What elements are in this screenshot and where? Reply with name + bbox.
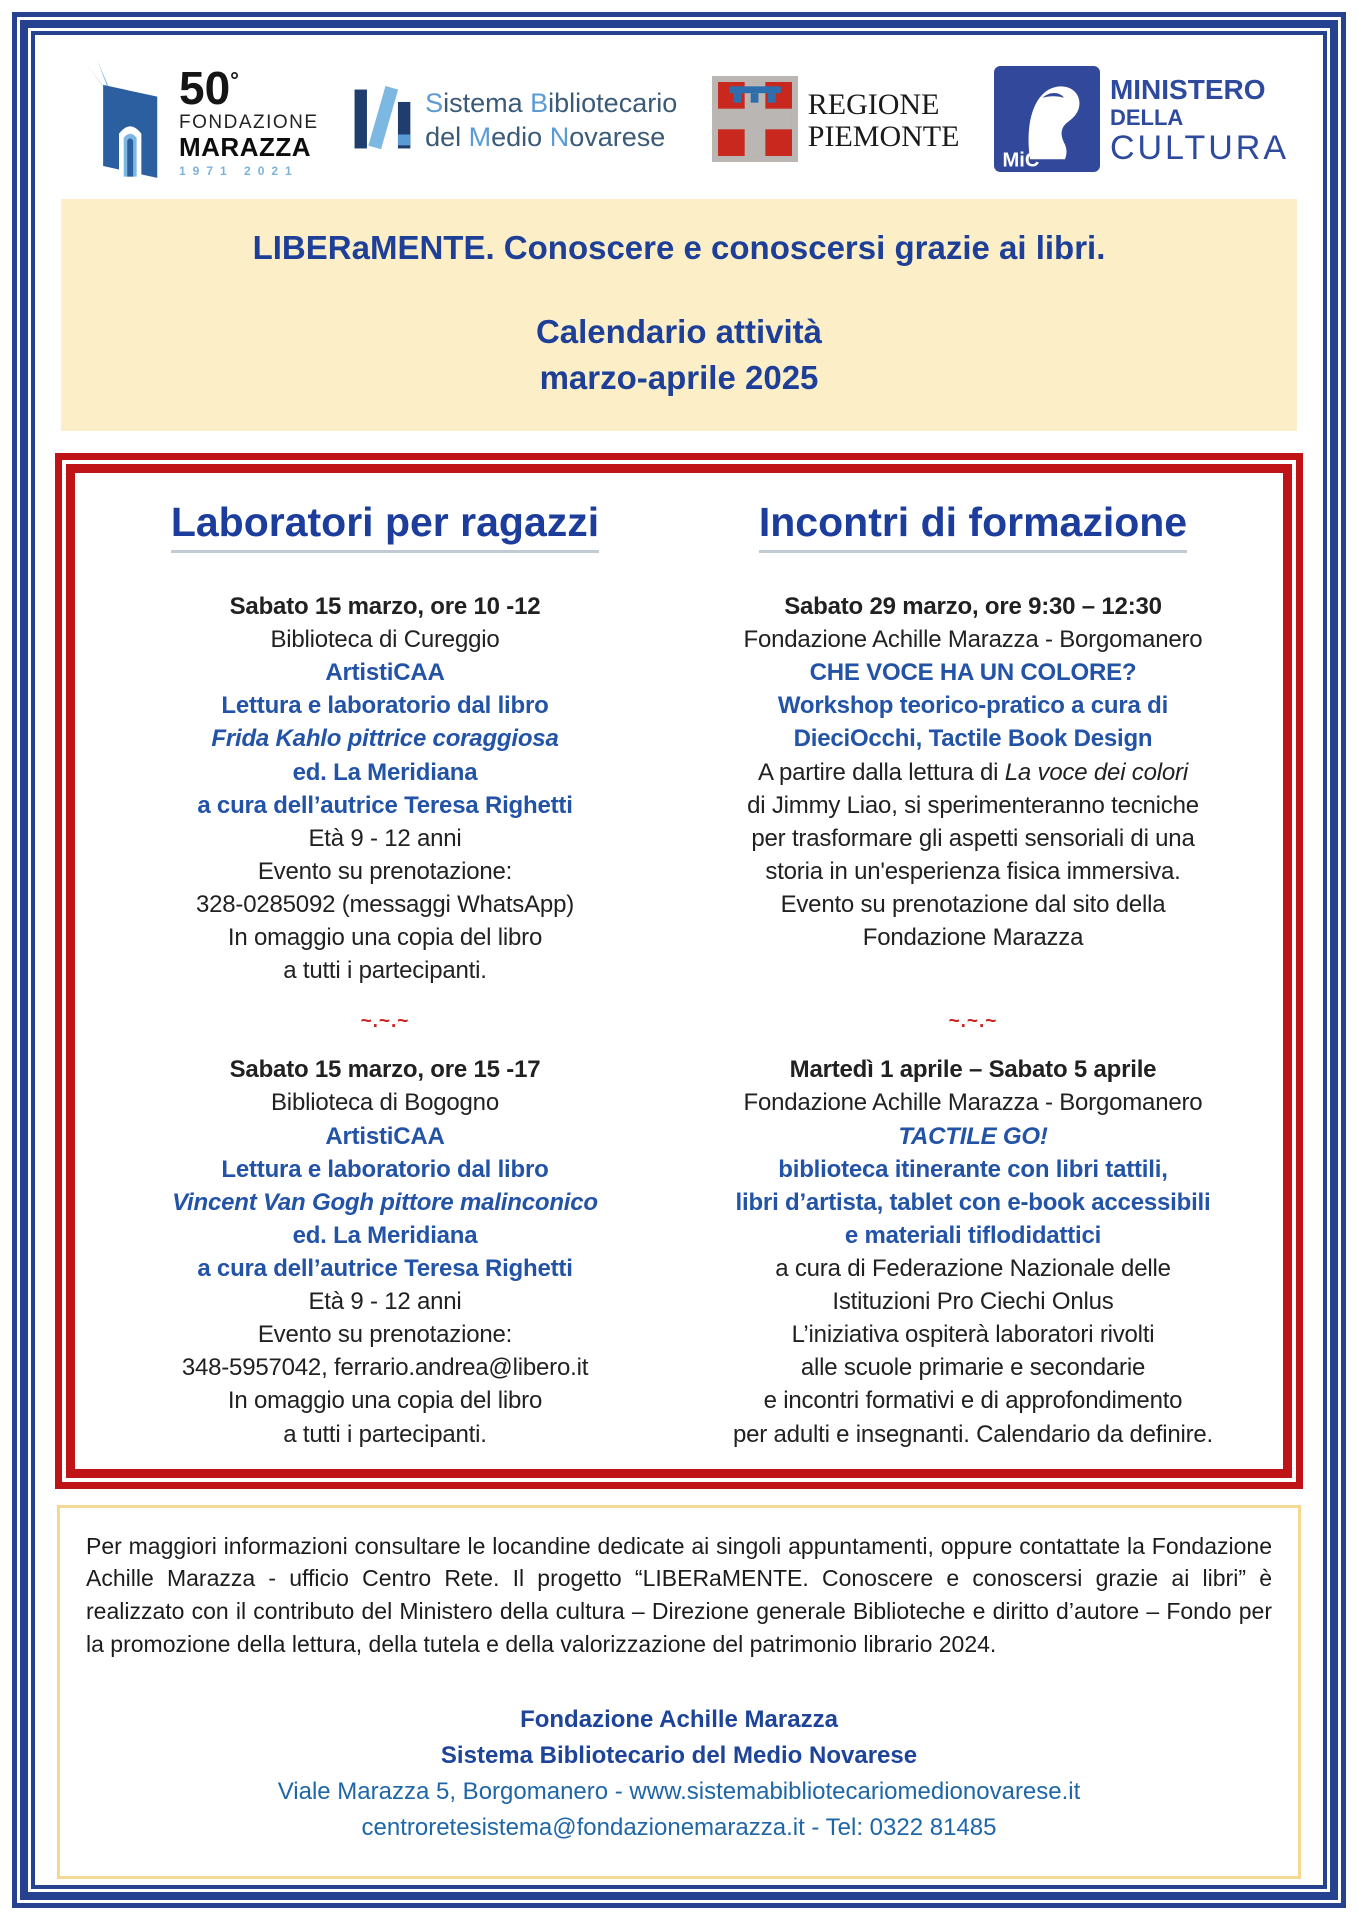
sistema-line1: Sistema Bibliotecario	[425, 88, 678, 119]
events-box-outer	[55, 453, 1303, 1489]
event-line: In omaggio una copia del libro	[227, 1387, 543, 1415]
event-line: per trasformare gli aspetti sensoriali di una	[751, 824, 1195, 852]
event-line: Workshop teorico-pratico a cura di	[777, 692, 1169, 720]
contact-block	[86, 1702, 1272, 1846]
event-block	[691, 1053, 1255, 1450]
banner-title: LIBERaMENTE. Conoscere e conoscersi grazie ai libri.	[252, 229, 1106, 266]
marazza-years: 1971 2021	[179, 164, 299, 178]
logo-regione-piemonte	[712, 76, 960, 167]
footer-box	[57, 1505, 1301, 1880]
event-line: storia in un'esperienza fisica immersiva.	[765, 857, 1181, 885]
logo-sistema-bibliotecario	[353, 85, 677, 158]
event-line: DieciOcchi, Tactile Book Design	[793, 725, 1153, 753]
ministero-line3: CULTURA	[1109, 128, 1289, 167]
event-line: Età 9 - 12 anni	[308, 824, 462, 852]
event-line: TACTILE GO!	[898, 1122, 1048, 1150]
event-line: Frida Kahlo pittrice coraggiosa	[211, 725, 559, 753]
contact-line: Sistema Bibliotecario del Medio Novarese	[440, 1742, 918, 1770]
event-line: Sabato 15 marzo, ore 15 -17	[229, 1056, 541, 1084]
event-line: Fondazione Achille Marazza - Borgomanero	[743, 626, 1203, 654]
piemonte-line1: REGIONE	[807, 87, 940, 121]
contact-line: Viale Marazza 5, Borgomanero - www.sistemabibliotecariomedionovarese.it	[277, 1778, 1081, 1806]
contact-line: Fondazione Achille Marazza	[520, 1706, 838, 1734]
marazza-anniversary: 50°	[179, 62, 239, 114]
ministero-line2: DELLA	[1109, 104, 1184, 130]
event-line: Istituzioni Pro Ciechi Onlus	[832, 1288, 1114, 1316]
event-line: Martedì 1 aprile – Sabato 5 aprile	[789, 1056, 1157, 1084]
event-line: Evento su prenotazione dal sito della	[780, 890, 1166, 918]
marazza-line2: MARAZZA	[179, 132, 312, 162]
page-frame-mid	[20, 20, 1338, 1900]
event-line: Fondazione Marazza	[862, 924, 1084, 952]
event-line: ArtistiCAA	[325, 659, 445, 687]
events-box	[66, 464, 1292, 1478]
piemonte-line2: PIEMONTE	[807, 120, 960, 153]
page-frame-inner	[31, 31, 1327, 1889]
event-line: Sabato 29 marzo, ore 9:30 – 12:30	[784, 593, 1162, 620]
header-logos	[55, 51, 1303, 185]
event-line: Sabato 15 marzo, ore 10 -12	[229, 593, 541, 620]
sistema-logo-text	[425, 87, 677, 155]
event-line: e incontri formativi e di approfondimento	[763, 1387, 1183, 1415]
marazza-line1: FONDAZIONE	[179, 112, 319, 133]
tilted-books-icon	[353, 85, 415, 158]
event-line: Biblioteca di Bogogno	[271, 1089, 499, 1117]
event-line: alle scuole primarie e secondarie	[800, 1354, 1146, 1382]
event-line: libri d’artista, tablet con e-book accessibili	[735, 1188, 1211, 1216]
event-line: Età 9 - 12 anni	[308, 1288, 462, 1316]
event-line: Lettura e laboratorio dal libro	[221, 692, 549, 720]
event-line: per adulti e insegnanti. Calendario da definire.	[732, 1420, 1214, 1448]
mic-profile-icon	[994, 66, 1100, 177]
contact-line: centroretesistema@fondazionemarazza.it - Tel: 0322 81485	[361, 1814, 997, 1842]
banner-subtitle-1: Calendario attività	[535, 313, 823, 350]
section-divider: ~.~.~	[360, 1011, 410, 1033]
event-line: a cura di Federazione Nazionale delle	[775, 1254, 1171, 1282]
mic-badge: MiC	[1002, 149, 1040, 172]
event-line: 328-0285092 (messaggi WhatsApp)	[195, 890, 575, 918]
logo-marazza	[69, 60, 319, 183]
event-line: ed. La Meridiana	[292, 1221, 478, 1249]
piedmont-crest-icon	[712, 76, 798, 167]
event-line: a cura dell’autrice Teresa Righetti	[197, 1254, 573, 1282]
event-line: a cura dell’autrice Teresa Righetti	[197, 791, 573, 819]
event-line: Lettura e laboratorio dal libro	[221, 1155, 549, 1183]
event-line: di Jimmy Liao, si sperimenteranno tecniche	[747, 791, 1199, 819]
event-line: Evento su prenotazione:	[257, 1321, 513, 1349]
footer-paragraph: Per maggiori informazioni consultare le locandine dedicate ai singoli appuntamenti, oppure contattate la Fondazione Achille Marazza - ufficio Centro Rete. Il progetto “LIBERaMENTE. Conoscere e conoscersi grazie ai libri” è realizzato con il contributo del Ministero della cultura – Direzione generale Biblioteche e diritto d’autore – Fondo per la promozione della lettura, della tutela e della valorizzazione del patrimonio librario 2024.	[86, 1532, 1272, 1657]
event-block	[691, 590, 1255, 987]
event-line: biblioteca itinerante con libri tattili,	[778, 1155, 1168, 1183]
event-line: e materiali tiflodidattici	[844, 1221, 1102, 1249]
event-line: ArtistiCAA	[325, 1122, 445, 1150]
title-banner	[61, 199, 1297, 431]
event-line: Fondazione Achille Marazza - Borgomanero	[743, 1089, 1203, 1117]
event-line: a tutti i partecipanti.	[283, 957, 487, 985]
event-line: A partire dalla lettura di La voce dei colori	[758, 758, 1188, 786]
logo-ministero-cultura	[994, 66, 1289, 177]
piemonte-logo-text	[808, 89, 960, 154]
sistema-line2: del Medio Novarese	[425, 122, 666, 152]
event-line: Vincent Van Gogh pittore malinconico	[172, 1188, 598, 1216]
event-line: ed. La Meridiana	[292, 758, 478, 786]
event-line: In omaggio una copia del libro	[227, 924, 543, 952]
event-line: Biblioteca di Cureggio	[270, 626, 500, 654]
event-line: Evento su prenotazione:	[257, 857, 513, 885]
event-block	[103, 590, 667, 987]
page-frame-outer	[12, 12, 1346, 1908]
event-line: 348-5957042, ferrario.andrea@libero.it	[181, 1354, 589, 1382]
events-grid	[103, 499, 1255, 1451]
event-line: L’iniziativa ospiterà laboratori rivolti	[791, 1321, 1155, 1349]
ministero-logo-text	[1110, 75, 1289, 167]
column-heading: Laboratori per ragazzi	[103, 499, 667, 590]
ministero-line1: MINISTERO	[1109, 73, 1266, 105]
event-line: a tutti i partecipanti.	[283, 1420, 487, 1448]
banner-subtitle-2: marzo-aprile 2025	[539, 359, 819, 396]
event-block	[103, 1053, 667, 1450]
column-heading: Incontri di formazione	[691, 499, 1255, 590]
open-book-arch-icon	[69, 60, 169, 183]
section-divider: ~.~.~	[948, 1011, 998, 1033]
marazza-logo-text	[179, 62, 319, 178]
event-line: CHE VOCE HA UN COLORE?	[809, 659, 1137, 687]
